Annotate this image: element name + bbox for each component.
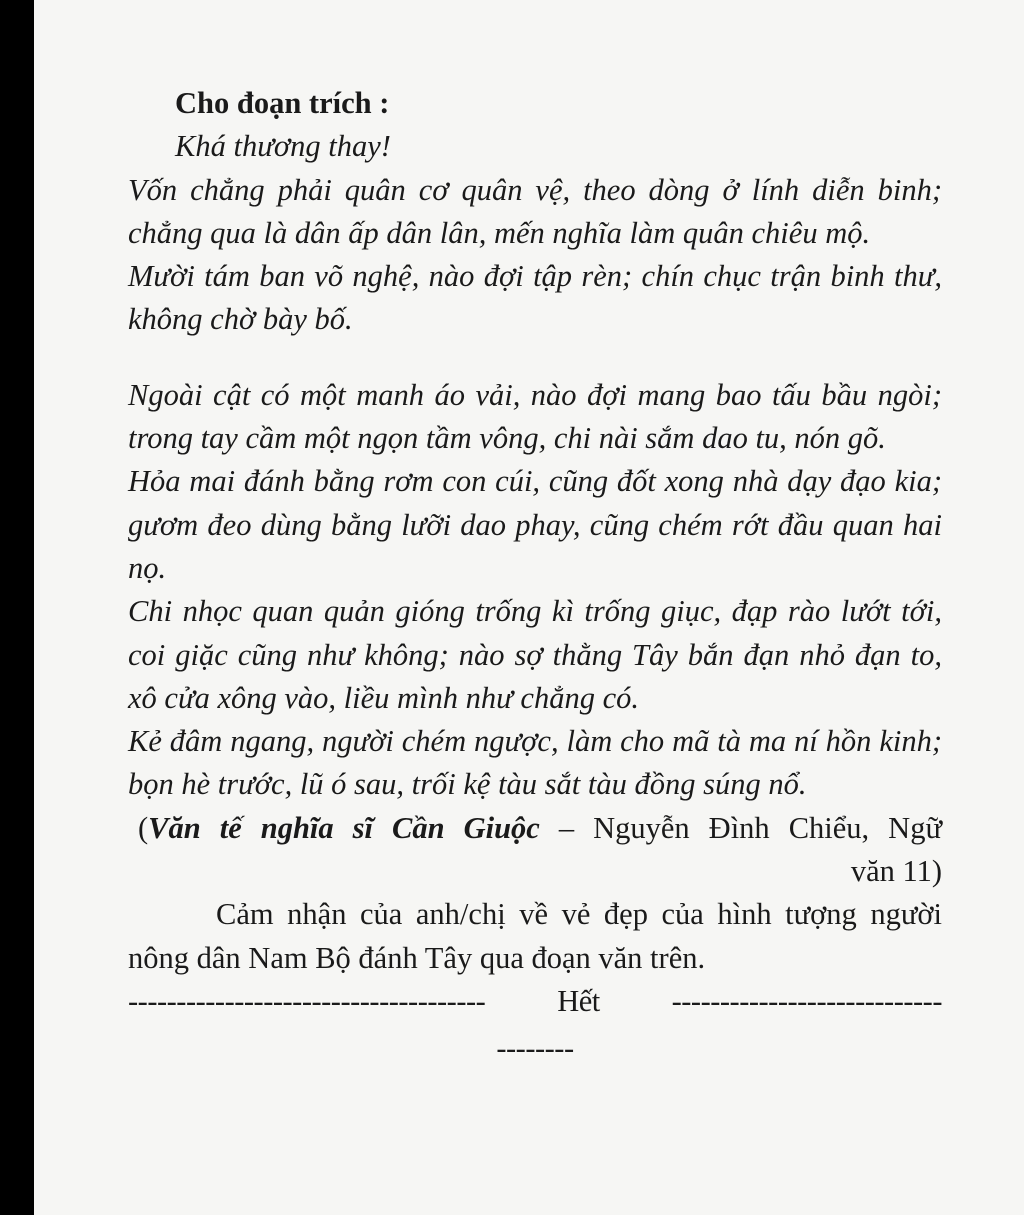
exam-content bbox=[128, 82, 942, 1071]
excerpt-paragraph: Mười tám ban võ nghệ, nào đợi tập rèn; chín chục trận binh thư, không chờ bày bố. bbox=[128, 259, 942, 337]
excerpt-paragraph: Chi nhọc quan quản gióng trống kì trống giục, đạp rào lướt tới, coi giặc cũng như không; nào sợ thằng Tây bắn đạn nhỏ đạn to, xô cửa xông vào, liều mình như chẳng có. bbox=[128, 594, 942, 715]
source-author: – Nguyễn Đình Chiểu, Ngữ bbox=[539, 810, 942, 845]
excerpt-part-2 bbox=[128, 374, 942, 807]
source-work-title: Văn tế nghĩa sĩ Cần Giuộc bbox=[148, 810, 540, 845]
heading: Cho đoạn trích : bbox=[175, 86, 390, 120]
exclamation: Khá thương thay! bbox=[175, 129, 391, 164]
end-dashes-left: ------------------------------------- bbox=[128, 983, 486, 1018]
excerpt-paragraph: Hỏa mai đánh bằng rơm con cúi, cũng đốt xong nhà dạy đạo kia; gươm đeo dùng bằng lưỡi dao phay, cũng chém rớt đầu quan hai nọ. bbox=[128, 464, 942, 585]
source-citation bbox=[138, 807, 942, 850]
excerpt-paragraph: Vốn chẳng phải quân cơ quân vệ, theo dòng ở lính diễn binh; chẳng qua là dân ấp dân lân, mến nghĩa làm quân chiêu mộ. bbox=[128, 172, 942, 250]
source-citation-end: văn 11) bbox=[850, 854, 942, 889]
source-open-paren: ( bbox=[138, 810, 149, 845]
excerpt-paragraph: Ngoài cật có một manh áo vải, nào đợi mang bao tấu bầu ngòi; trong tay cầm một ngọn tầm vông, chi nài sắm dao tu, nón gõ. bbox=[128, 377, 942, 456]
excerpt-paragraph: Kẻ đâm ngang, người chém ngược, làm cho mã tà ma ní hồn kinh; bọn hè trước, lũ ó sau, trối kệ tàu sắt tàu đồng súng nổ. bbox=[128, 724, 942, 802]
end-marker bbox=[128, 980, 942, 1023]
essay-question: Cảm nhận của anh/chị về vẻ đẹp của hình tượng người nông dân Nam Bộ đánh Tây qua đoạn văn trên. bbox=[128, 897, 942, 975]
end-dashes-second-line: -------- bbox=[496, 1031, 574, 1066]
end-label: Hết bbox=[557, 983, 600, 1018]
excerpt-part-1 bbox=[128, 169, 942, 342]
paragraph-gap bbox=[128, 342, 942, 374]
end-dashes-right: ---------------------------- bbox=[671, 983, 942, 1018]
